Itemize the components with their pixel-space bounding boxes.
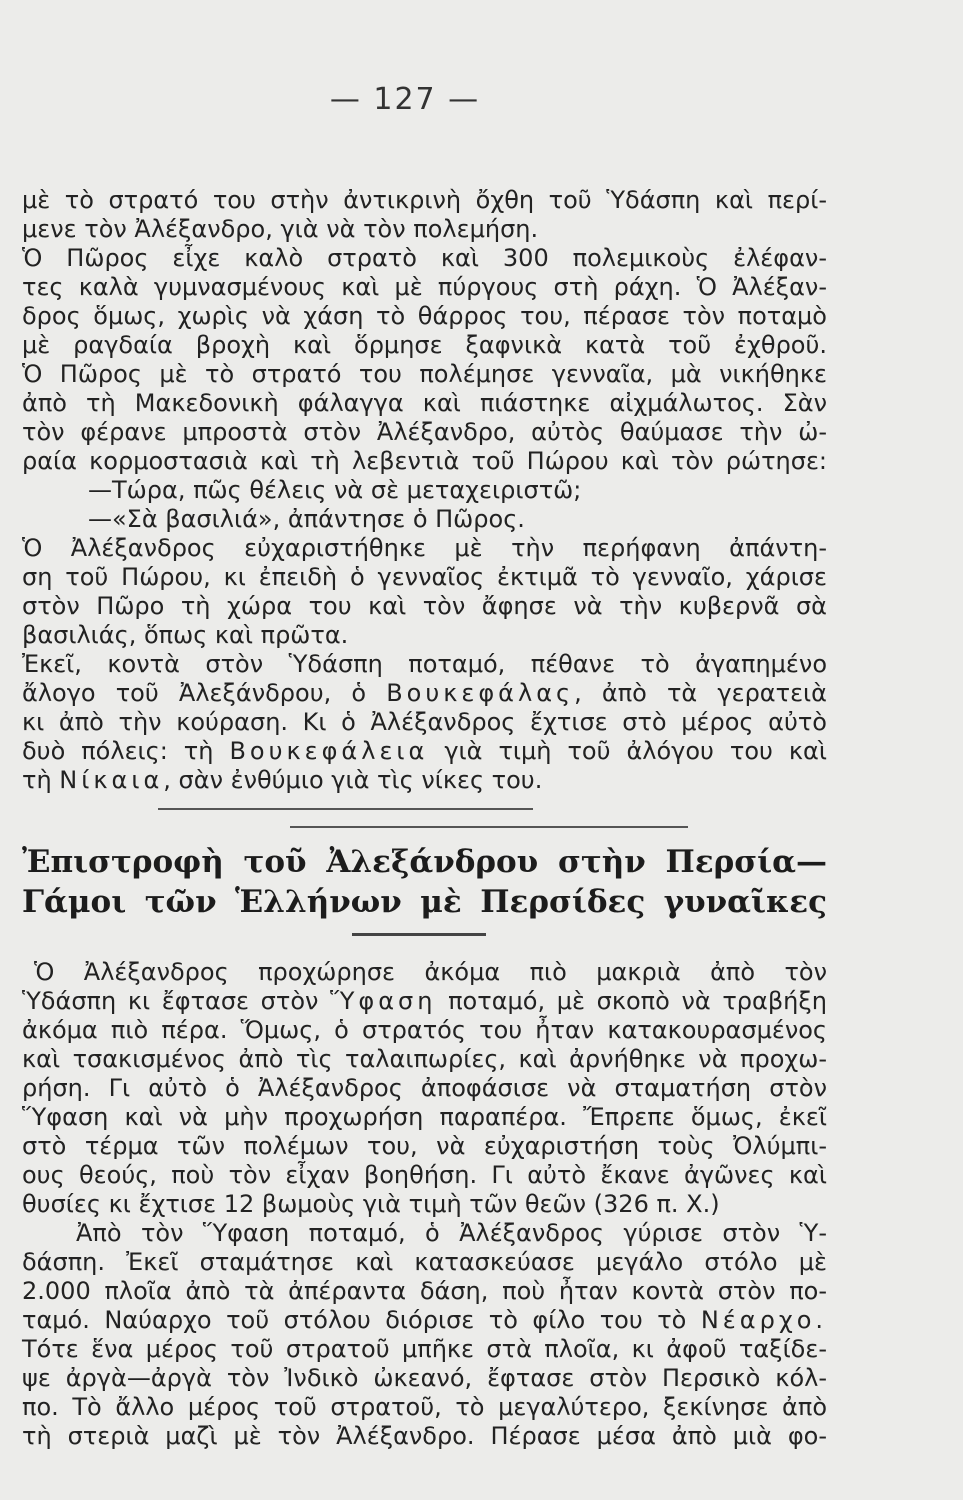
text-line: βασιλιάς, ὅπως καὶ πρῶτα. <box>22 621 349 649</box>
text-line: δρος ὅμως, χωρὶς νὰ χάση τὸ θάρρος του, πέρασε τὸν ποταμὸ <box>22 302 827 330</box>
text-line: καὶ τσακισμένος ἀπὸ τὶς ταλαιπωρίες, καὶ ἀρνήθηκε νὰ προχω- <box>22 1045 827 1073</box>
text-line: ραία κορμοστασιὰ καὶ τὴ λεβεντιὰ τοῦ Πώρου καὶ τὸν ρώτησε: <box>22 447 827 475</box>
spaced-name: Ὕφαση <box>330 987 437 1015</box>
section-2-text <box>22 958 827 1451</box>
section-divider <box>290 826 688 828</box>
text-line: Ὁ Πῶρος εἶχε καλὸ στρατὸ καὶ 300 πολεμικοὺς ἐλέφαν- <box>22 244 827 272</box>
text-line <box>22 737 827 766</box>
text-fragment: γιὰ τιμὴ τοῦ ἀλόγου του καὶ <box>428 737 827 765</box>
text-line: ους θεούς, ποὺ τὸν εἶχαν βοηθήση. Γι αὐτὸ ἔκανε ἀγῶνες καὶ <box>22 1161 827 1189</box>
text-line: τὸν φέρανε μπροστὰ στὸν Ἀλέξανδρο, αὐτὸς θαύμασε τὴν ὠ- <box>22 418 827 446</box>
text-line <box>22 679 827 708</box>
text-line: Ἐκεῖ, κοντὰ στὸν Ὑδάσπη ποταμό, πέθανε τὸ ἀγαπημένο <box>22 650 827 678</box>
page-number: — 127 — <box>329 82 481 117</box>
text-fragment: ἄλογο τοῦ Ἀλεξάνδρου, ὁ <box>22 679 387 707</box>
section-heading <box>22 842 827 922</box>
text-line: ρήση. Γι αὐτὸ ὁ Ἀλέξανδρος ἀποφάσισε νὰ σταματήση στὸν <box>22 1074 827 1102</box>
text-line: δάσπη. Ἐκεῖ σταμάτησε καὶ κατασκεύασε μεγάλο στόλο μὲ <box>22 1248 827 1276</box>
section-1-text <box>22 186 827 795</box>
spaced-name: Βουκεφάλεια <box>229 737 429 765</box>
heading-underline <box>352 933 486 936</box>
text-line: ἀκόμα πιὸ πέρα. Ὅμως, ὁ στρατός του ἦταν κατακουρασμένος <box>22 1016 827 1044</box>
text-line: 2.000 πλοῖα ἀπὸ τὰ ἀπέραντα δάση, ποὺ ἦταν κοντὰ στὸν πο- <box>22 1277 827 1305</box>
spaced-name: Βουκεφάλας <box>386 679 575 707</box>
text-line <box>22 987 827 1016</box>
text-line: στὸ τέρμα τῶν πολέμων του, νὰ εὐχαριστήση τοὺς Ὀλύμπι- <box>22 1132 827 1160</box>
text-fragment: ποταμό, μὲ σκοπὸ νὰ τραβήξη <box>436 987 827 1015</box>
text-fragment: , ἀπὸ τὰ γερατειὰ <box>574 679 827 707</box>
text-line: πο. Τὸ ἄλλο μέρος τοῦ στρατοῦ, τὸ μεγαλύτερο, ξεκίνησε ἀπὸ <box>22 1393 827 1421</box>
text-line: ση τοῦ Πώρου, κι ἐπειδὴ ὁ γενναῖος ἐκτιμᾶ τὸ γενναῖο, χάρισε <box>22 563 827 591</box>
text-line: Ὕφαση καὶ νὰ μὴν προχωρήση παραπέρα. Ἔπρεπε ὅμως, ἐκεῖ <box>22 1103 827 1131</box>
text-line: Τότε ἕνα μέρος τοῦ στρατοῦ μπῆκε στὰ πλοῖα, κι ἀφοῦ ταξίδε- <box>22 1335 827 1363</box>
heading-line: Ἐπιστροφὴ τοῦ Ἀλεξάνδρου στὴν Περσία— <box>22 844 827 880</box>
text-line: Ἀπὸ τὸν Ὕφαση ποταμό, ὁ Ἀλέξανδρος γύρισε στὸν Ὑ- <box>76 1219 827 1247</box>
text-fragment: ταμό. Ναύαρχο τοῦ στόλου διόρισε τὸ φίλο του τὸ <box>22 1306 701 1334</box>
text-line: μενε τὸν Ἀλέξανδρο, γιὰ νὰ τὸν πολεμήση. <box>22 215 539 243</box>
text-fragment: , σὰν ἐνθύμιο γιὰ τὶς νίκες του. <box>163 766 543 794</box>
text-line: θυσίες κι ἔχτισε 12 βωμοὺς γιὰ τιμὴ τῶν θεῶν (326 π. Χ.) <box>22 1190 720 1218</box>
dialog-line: —Τώρα, πῶς θέλεις νὰ σὲ μεταχειριστῶ; <box>88 476 582 504</box>
text-line: ἀπὸ τὴ Μακεδονικὴ φάλαγγα καὶ πιάστηκε αἰχμάλωτος. Σὰν <box>22 389 827 417</box>
text-fragment: δυὸ πόλεις: τὴ <box>22 737 230 765</box>
heading-line: Γάμοι τῶν Ἑλλήνων μὲ Περσίδες γυναῖκες <box>22 884 827 920</box>
text-line: μὲ τὸ στρατό του στὴν ἀντικρινὴ ὄχθη τοῦ Ὑδάσπη καὶ περί- <box>22 186 827 214</box>
section-divider <box>158 808 533 810</box>
text-line: στὸν Πῶρο τὴ χώρα του καὶ τὸν ἄφησε νὰ τὴν κυβερνᾶ σὰ <box>22 592 827 620</box>
spaced-name: Νίκαια <box>59 766 164 794</box>
text-line: τες καλὰ γυμνασμένους καὶ μὲ πύργους στὴ ράχη. Ὁ Ἀλέξαν- <box>22 273 827 301</box>
dialog-line: —«Σὰ βασιλιά», ἀπάντησε ὁ Πῶρος. <box>88 505 525 533</box>
text-line: κι ἀπὸ τὴν κούραση. Κι ὁ Ἀλέξανδρος ἔχτισε στὸ μέρος αὐτὸ <box>22 708 827 736</box>
text-line: Ὁ Ἀλέξανδρος εὐχαριστήθηκε μὲ τὴν περήφανη ἀπάντη- <box>22 534 827 562</box>
text-line: τὴ στεριὰ μαζὶ μὲ τὸν Ἀλέξανδρο. Πέρασε μέσα ἀπὸ μιὰ φο- <box>22 1422 827 1450</box>
text-line <box>22 766 827 795</box>
spaced-name: Νέαρχο. <box>700 1306 827 1334</box>
text-line: Ὁ Ἀλέξανδρος προχώρησε ἀκόμα πιὸ μακριὰ ἀπὸ τὸν <box>34 958 827 986</box>
text-line <box>22 1306 827 1335</box>
text-fragment: Ὑδάσπη κι ἔφτασε στὸν <box>22 987 331 1015</box>
text-fragment: τὴ <box>22 766 60 794</box>
text-line: μὲ ραγδαία βροχὴ καὶ ὅρμησε ξαφνικὰ κατὰ τοῦ ἐχθροῦ. <box>22 331 827 359</box>
text-line: Ὁ Πῶρος μὲ τὸ στρατό του πολέμησε γενναῖα, μὰ νικήθηκε <box>22 360 827 388</box>
text-line: ψε ἀργὰ—ἀργὰ τὸν Ἰνδικὸ ὠκεανό, ἔφτασε στὸν Περσικὸ κόλ- <box>22 1364 827 1392</box>
